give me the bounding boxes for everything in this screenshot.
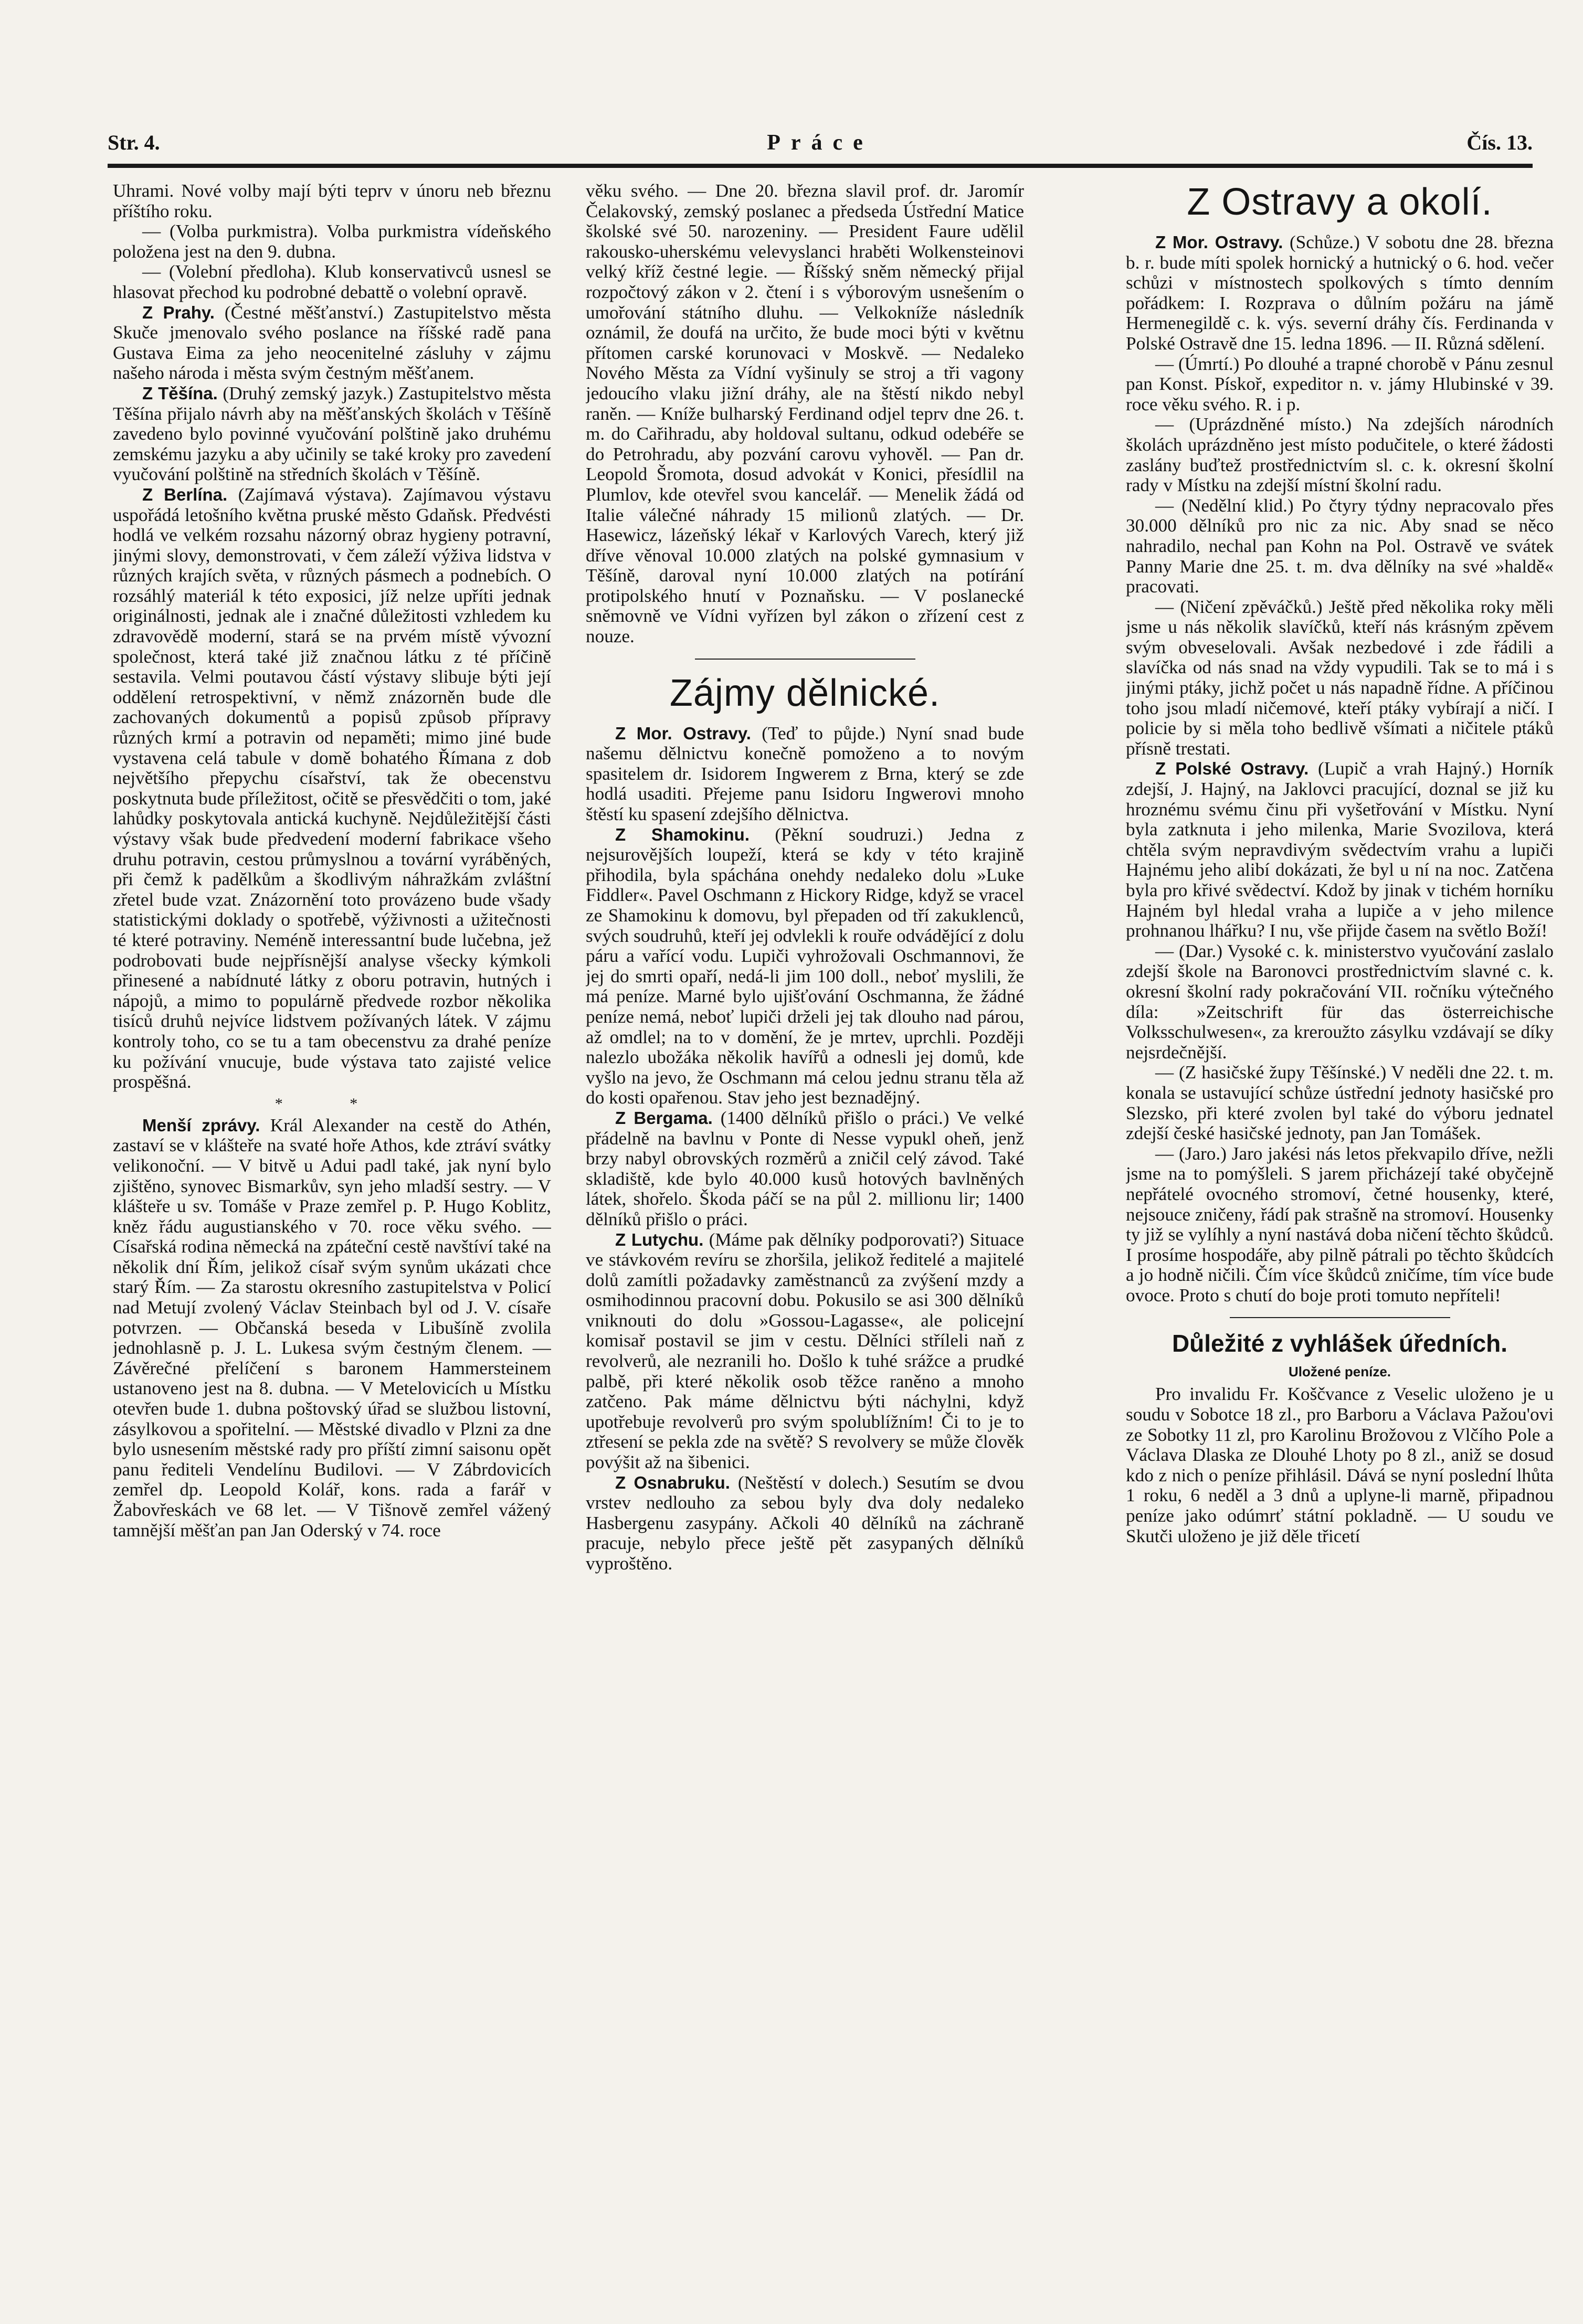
news-item-shamokin — [586, 825, 1024, 1108]
news-item-prague — [113, 303, 551, 384]
paragraph: — (Z hasičské župy Těšínské.) V neděli dne 22. t. m. konala se ustavující schůze ústřední jednoty hasičské pro Slezsko, při které zvolen byl také do výboru jednatel zdejší české hasičské jednoty, pan Jan Tomášek. — [1126, 1062, 1554, 1144]
paragraph: Uhrami. Nové volby mají býti teprv v únoru neb březnu příštího roku. — [113, 181, 551, 221]
item-text: (Pěkní soudruzi.) Jedna z nejsurovějších loupeží, která se kdy v této krajině přihodila, byla spáchána onehdy nedaleko dolu »Luke Fiddler«. Pavel Oschmann z Hickory Ridge, když se vracel ze Shamokinu k domovu, byl přepaden od tří zakuklenců, svých soudruhů, kteří jej odvlekli k rouře odvádějící z dolu páru a vařící vodu. Lupiči vyhrožovali Oschmannovi, že jej do smrti opaří, nedá-li jim 100 doll., neboť myslili, že má peníze. Marné bylo ujišťování Oschmanna, že žádné peníze nemá, neboť lupiči drželi jej tak dlouho nad párou, až omdlel; na to v domění, že je mrtev, uprchli. Později nalezlo ubožáka několik havířů a odnesli jej domů, kde vyšlo na jevo, že Oschmann má celou jednu stranu těla až do kosti opařenou. Stav jeho jest beznadějný. — [586, 824, 1024, 1108]
news-item-bergamo — [586, 1108, 1024, 1230]
header-rule — [108, 164, 1533, 168]
paragraph: — (Nedělní klid.) Po čtyry týdny nepracovalo přes 30.000 dělníků pro nic za nic. Aby snad se něco nahradilo, nechal pan Kohn na Pol. Ostravě ve svátek Panny Marie dne 25. t. m. dva dělníky na své »haldě« pracovati. — [1126, 495, 1554, 597]
item-text: (Neštěstí v dolech.) Sesutím se dvou vrstev nedlouho za sebou byly dva doly nedaleko Hasbergenu zasypány. Ačkoli 40 dělníků na záchraně pracuje, nebylo přece ještě pět zasypaných dělníků vyproštěno. — [586, 1472, 1024, 1574]
item-tag: Z Polské Ostravy. — [1155, 759, 1309, 779]
column-2 — [586, 181, 1024, 2217]
news-item-ostrava-meeting — [1126, 232, 1554, 354]
section-title-ostrava: Z Ostravy a okolí. — [1187, 181, 1493, 223]
item-tag: Z Lutychu. — [615, 1229, 704, 1249]
page-number: Str. 4. — [108, 131, 160, 154]
item-tag: Z Bergama. — [615, 1108, 713, 1128]
section-title-workers: Zájmy dělnické. — [669, 672, 941, 714]
notice-title: Důležité z vyhlášek úředních. — [1172, 1330, 1508, 1357]
paragraph: — (Uprázdněné místo.) Na zdejších národních školách uprázdněno jest místo podučitele, o které žádosti zaslány buďtež prostřednictvím sl. c. k. okresní školní rady v Místku na zdejší místní školní radu. — [1126, 414, 1554, 496]
news-item-ostrava — [586, 724, 1024, 825]
item-tag: Z Berlína. — [142, 484, 228, 504]
item-tag: Z Mor. Ostravy. — [615, 723, 751, 743]
item-tag: Z Osnabruku. — [615, 1472, 730, 1492]
section-rule — [1230, 1317, 1450, 1318]
item-text: (Teď to půjde.) Nyní snad bude našemu dělnictvu konečně pomoženo a to novým spasitelem dr. Isidorem Ingwerem z Brna, který se zde hodlá usaditi. Přejeme panu Isidoru Ingwerovi mnoho štěstí ku spasení zdejšího dělnictva. — [586, 723, 1024, 825]
paragraph: — (Volební předloha). Klub konservativců usnesl se hlasovat přechod ku podrobné debattě o volební opravě. — [113, 261, 551, 302]
item-text: (Čestné měšťanství.) Zastupitelstvo města Skuče jmenovalo svého poslance na říšské radě pana Gustava Eima za jeho neocenitelné zásluhy v zájmu našeho národa i města svým čestným měšťanem. — [113, 302, 551, 384]
paragraph: věku svého. — Dne 20. března slavil prof. dr. Jaromír Čelakovský, zemský poslanec a předseda Ústřední Matice školské své 50. narozeniny. — President Faure udělil rakousko-uherskému velevyslanci hraběti Wolkensteinovi velký kříž čestné legie. — Říšský sněm německý přijal rozpočtový zákon v 2. čtení i s výborovým usnešením o umořování státního dluhu. — Velkokníže následník oznámil, že doufá na určito, že bude moci býti v květnu přítomen carské korunovaci v Moskvě. — Nedaleko Nového Města za Vídní vyšinuly se stroj a tři vagony jedoucího vlaku jižní dráhy, ale na štěstí nikdo nebyl raněn. — Kníže bulharský Ferdinand odjel teprv dne 26. t. m. do Cařihradu, aby holdoval sultanu, odkud odebéře se do Petrohradu, aby pozvání carovu vyhověl. — Pan dr. Leopold Šromota, dosud advokát v Konici, přesídlil na Plumlov, kde otevřel svou kancelář. — Menelik žádá od Italie válečné náhrady 15 milionů zlatých. — Dr. Hasewicz, lázeňský lékař v Karlových Varech, který již dříve věnoval 10.000 zlatých na polské gymnasium v Těšíně, daroval nyní 10.000 zlatých na potírání protipolského hnutí v Poznaňsku. — V poslanecké sněmovně ve Vídni vyřízen byl zákon o zřízení cest z nouze. — [586, 181, 1024, 647]
item-text: (Schůze.) V sobotu dne 28. března b. r. bude míti spolek hornický a hutnický o 6. hod. večer schůzi v místnostech spolkových s tímto denním pořádkem: I. Rozprava o důlním požáru na jámě Hermenegildě c. k. výs. severní dráhy čís. Ferdinanda v Polské Ostravě dne 15. ledna 1896. — II. Různá sdělení. — [1126, 232, 1554, 354]
paragraph: — (Úmrtí.) Po dlouhé a trapné chorobě v Pánu zesnul pan Konst. Pískoř, expeditor n. v. jámy Hlubinské v 39. roce věku svého. R. i p. — [1126, 353, 1554, 415]
item-tag: Z Shamokinu. — [615, 824, 750, 844]
item-tag: Z Prahy. — [142, 302, 215, 322]
news-item-berlin — [113, 485, 551, 1092]
item-text: Král Alexander na cestě do Athén, zastaví se v klášteře na svaté hoře Athos, kde ztráví svátky velikonoční. — V bitvě u Adui padl také, jak nyní bylo zjištěno, synovec Bismarkův, syn jeho mladší sestry. — V klášteře u sv. Tomáše v Praze zemřel p. P. Hugo Koblitz, kněz řádu augustianského v 70. roce věku svého. — Císařská rodina německá na zpáteční cestě navštíví také na několik dní Řím, jelikož císař svým synům ukázati chce starý Řím. — Za starostu okresního zastupitelstva v Policí nad Metují zvolený Václav Steinbach byl od J. V. císaře potvrzen. — Občanská beseda v Libušíně zvolila jednohlasně p. J. L. Lukesa svým čestným členem. — Závěrečné přelíčení s baronem Hammersteinem ustanoveno jest na 8. dubna. — V Metelovicích u Místku otevřen bude 1. dubna poštovský úřad se službou listovní, zásylkovou a spořitelní. — Městské divadlo v Plzni za dne bylo usnesením městské rady pro příští zimní saisonu opět panu řediteli Vendelínu Budilovi. — V Zábrdovicích zemřel dp. Leopold Kolář, kons. rada a farář v Žabovřeskách ve 68 let. — V Tišnově zemřel vážený tamnější měšťan pan Jan Oderský v 74. roce — [113, 1115, 551, 1541]
page-header — [108, 130, 1533, 162]
item-tag: Z Těšína. — [142, 383, 218, 403]
item-text: (1400 dělníků přišlo o práci.) Ve velké přádelně na bavlnu v Ponte di Nesse vypukl oheň, jenž brzy nabyl obrovských rozměrů a zničil celý závod. Také skladiště, kde bylo 40.000 kusů hotových bavlněných látek, shořelo. Škoda páčí se na půl 2. millionu lir; 1400 dělníků přišlo o práci. — [586, 1107, 1024, 1229]
column-3 — [1126, 181, 1554, 2217]
news-item-osnabruck — [586, 1473, 1024, 1574]
item-text: (Lupič a vrah Hajný.) Horník zdejší, J. Hajný, na Jaklovci pracující, doznal se již ku hroznému svému činu při vyšetřování v Místku. Nyní byla zatknuta i jeho milenka, Marie Svozilova, která chtěla svým nepravdivým svědectvím vrahu a lupiči Hajnému jeho alibí dokázati, že byl u ní na noc. Zatčena byla pro křivé svědectví. Kdož by jinak v tichém horníku Hajném byl hledal vraha a lupiče a v jeho milence prohnanou lhářku? I nu, vše přijde časem na světlo Boží! — [1126, 758, 1554, 941]
notice-subtitle: Uložené peníze. — [1288, 1364, 1391, 1380]
paragraph: — (Ničení zpěváčků.) Ještě před několika roky měli jsme u nás několik slavíčků, kteří nás krásným zpěvem svým obveselovali. Avšak nezbedové i zde řádili a slavíčka od nás snad na vždy vypudili. Tak se to má i s jinými ptáky, jichž počet u nás napadně řídne. A příčinou toho jsou mladí ničemové, kteří ptáky vybírají a ničí. I policie by si měla toho bedlivě všímati a ničitele ptáků přísně trestati. — [1126, 596, 1554, 759]
news-item-liege — [586, 1230, 1024, 1473]
paragraph: — (Volba purkmistra). Volba purkmistra vídeňského položena jest na den 9. dubna. — [113, 221, 551, 262]
section-rule — [695, 659, 915, 660]
item-tag: Menší zprávy. — [142, 1115, 260, 1135]
item-text: (Máme pak dělníky podporovati?) Situace ve stávkovém revíru se zhoršila, jelikož ředitelé a majitelé dolů zamítli požadavky zaměstnanců za zvýšení mzdy a osmihodinnou pracovní dobu. Pokusilo se asi 300 dělníků vniknouti do dolu »Gossou-Lagasse«, ale policejní komisař postavil se jim v cestu. Dělníci stříleli naň z revolverů, ale nezranili ho. Došlo k tuhé srážce a prudké palbě, při které několik osob těžce raněno a mnoho zatčeno. Pak máme dělnictvu býti náchylni, když upotřebuje revolverů pro svým spolublížním! Či to je to ztřesení se pekla zde na světě? S revolvery se může člověk povýšit až na šibenici. — [586, 1229, 1024, 1473]
news-item-polish-ostrava — [1126, 759, 1554, 941]
paragraph: Pro invalidu Fr. Koščvance z Veselic uloženo je u soudu v Sobotce 18 zl., pro Barboru a Václava Pažou'ovi ze Sobotky 11 zl, pro Karolinu Brožovou z Vlčího Pole a Václava Dlaska ze Dlouhé Lhoty po 8 zl., aniž se dosud kdo z nich o peníze přihlásil. Dává se nyní poslední lhůta 1 roku, 6 neděl a 3 dnů a uplyne-li marně, připadnou peníze jako odúmrť státní pokladně. — U soudu ve Skutči uloženo je již děle třicetí — [1126, 1384, 1554, 1546]
item-text: (Zajímavá výstava). Zajímavou výstavu uspořádá letošního května pruské město Gdaňsk. Předvésti hodlá ve velkém rozsahu názorný obraz hygieny potravní, jinými slovy, demonstrovati, v čem záleží výživa lidstva v různých krajích světa, v různých pásmech a podnebích. O rozsáhlý materiál k této exposici, jíž nelze upříti jednak originálnosti, jednak ale i značné důležitosti vzhledem ku zdravovědě moderní, stará se na prvém místě vývozní společnost, která také již značnou látku z té příčině sestavila. Velmi poutavou částí výstavy slibuje býti její oddělení retrospektivní, v němž znázorněn bude dle zachovaných dokumentů a popisů způsob přípravy různých krmí a potravin od nepaměti; mimo jiné bude vystavena celá tabule v domě bohatého Římana z dob největšího přepychu císařství, tak že obecenstvu poskytnuta bude příležitost, očitě se přesvědčiti o tom, jaké lahůdky poskytovala antická kuchyně. Nejdůležitější části výstavy však bude předvedení moderní fabrikace všeho druhu potravin, cestou průmyslnou a tovární vyráběných, při čemž k padělkům a škodlivým náhražkám zvláštní zřetel bude vzat. Znázornění toto provázeno bude všady statistickými doklady o spotřebě, výživnosti a užitečnosti té které potraviny. Neméně interessantní bude lučebna, jež podrobovati bude nejpřísnější analyse všecky kýmkoli přinesené a nabídnuté látky z oboru potravin, hutných i nápojů, a mimo to populárně předvede rozbor několika tisíců druhů nejvíce lidstvem požívaných látek. V zájmu kontroly toho, co se tu a tam obecenstvu za drahé peníze ku požívání vnucuje, bude výstava tato zajisté velice prospěšná. — [113, 484, 551, 1092]
paragraph: — (Jaro.) Jaro jakési nás letos překvapilo dříve, nežli jsme na to pomýšleli. S jarem přicházejí také obyčejně nepřátelé ovocného stromoví, četné housenky, které, nejsouce zničeny, řádí pak strašně na stromoví. Housenky ty již se vylíhly a nyní nastává doba ničení těchto škůdců. I prosíme hospodáře, aby pilně pátrali po těchto škůdcích a jo hodně ničili. Čím více škůdců zničíme, tím více bude ovoce. Proto s chutí do boje proti tomuto nepříteli! — [1126, 1143, 1554, 1306]
paragraph: — (Dar.) Vysoké c. k. ministerstvo vyučování zaslalo zdejší škole na Baronovci prostřednictvím slavné c. k. okresní školní rady pokračování VII. ročníku výtečného díla: »Zeitschrift für das österreichische Volksschulwesen«, za kreroužto zásylku vzdávají se díky nejsrdečnější. — [1126, 940, 1554, 1063]
issue-number: Čís. 13. — [1466, 131, 1533, 154]
column-1 — [113, 181, 551, 2217]
news-item-tesin — [113, 384, 551, 485]
news-item-minor — [113, 1116, 551, 1541]
paper-name: Práce — [767, 131, 873, 155]
stars-separator: * * — [275, 1095, 389, 1112]
item-tag: Z Mor. Ostravy. — [1155, 232, 1283, 252]
item-text: (Druhý zemský jazyk.) Zastupitelstvo města Těšína přijalo návrh aby na měšťanských školách v Těšíně zavedeno bylo povinné vyučování polštině jako druhému zemskému jazyku a aby učinily se také kroky pro zavedení vyučování polštině na středních školách v Těšíně. — [113, 383, 551, 485]
